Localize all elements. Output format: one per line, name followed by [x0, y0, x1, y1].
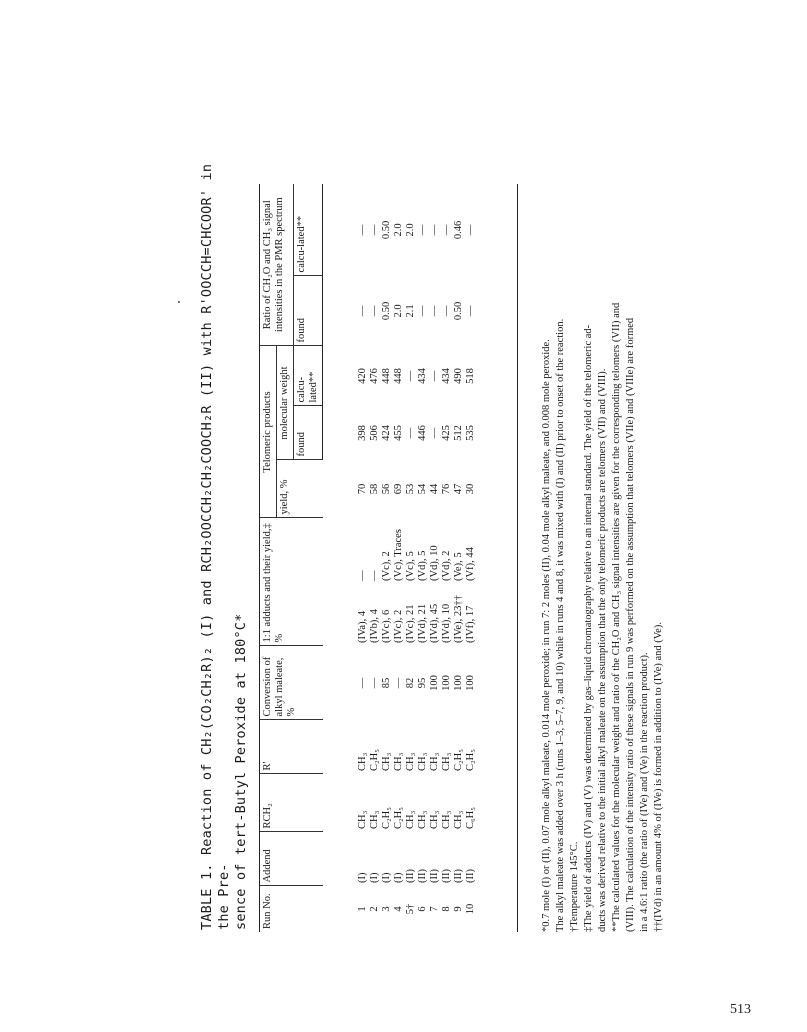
footnote: in a 4.6:1 ratio (the ratio of (IVe) and (Ve) in the reaction product). [639, 652, 650, 932]
cell-rp: CH₃ [381, 752, 392, 771]
cell-rch2: C₆H₅ [465, 774, 518, 832]
footnote: The alkyl maleate was added over 3 h (runs 1–3, 5–7, 9, and 10) while in runs 4 and 8, it was mixed with (I) and (II) prior to onset of the reaction. [555, 318, 566, 932]
cell-conv: 100 [465, 646, 518, 720]
cell-ratio-calc: 0.50 [381, 220, 392, 240]
cell-adducts [323, 518, 370, 646]
cell-rch2: CH₃ [441, 810, 452, 829]
cell-run: 6 [417, 906, 428, 912]
speck [178, 301, 180, 303]
adduct-v: — [356, 570, 368, 581]
cell-addend: (II) [417, 869, 428, 883]
cell-mw-found: 535 [465, 406, 518, 460]
header-ratio-found: found [294, 276, 323, 346]
cell-ratio-calc: 2.0 [405, 223, 416, 237]
caption-line-2: sence of tert-Butyl Peroxide at 180°C* [233, 613, 249, 930]
cell-conv: — [369, 677, 380, 689]
footnote: ††(IVd) in an amount 4% of (IVe) is formed in addition to (IVe) and (Ve). [653, 622, 664, 932]
cell-rp: CH₃ [441, 752, 452, 771]
cell-adducts [429, 518, 441, 646]
cell-rch2: CH₃ [429, 810, 440, 829]
cell-rp: C₂H₅ [453, 749, 464, 771]
cell-rp: CH₃ [405, 752, 416, 771]
cell-ratio-found: 2.1 [405, 304, 416, 318]
cell-rch2: CH₃ [405, 810, 416, 829]
footnotes [540, 172, 666, 932]
cell-yield: 44 [429, 483, 440, 495]
cell-conv: — [356, 677, 368, 689]
cell-ratio-found: — [357, 305, 368, 317]
cell-conv: 100 [429, 675, 440, 691]
table-row [417, 184, 429, 932]
cell-ratio-found: — [417, 305, 428, 317]
cell-mw-calc: 448 [381, 368, 392, 384]
rotated-table-block [199, 157, 664, 932]
footnote: ducts was derived relative to the initial alkyl maleate on the assumption that the only telomeric products are telomers (VII) and (VIII). [597, 368, 608, 932]
cell-rp: C₂H₅ [369, 749, 380, 771]
table-row [465, 184, 518, 932]
adduct-iv: (IVb), 4 [369, 609, 380, 643]
adduct-iv: (IVe), 23†† [453, 595, 464, 643]
cell-yield: 54 [417, 483, 428, 495]
cell-ratio-calc: — [417, 224, 428, 236]
table-row [381, 184, 393, 932]
cell-rp: C₂H₅ [465, 720, 518, 774]
cell-addend: (I) [393, 872, 404, 883]
cell-addend: (II) [405, 869, 416, 883]
cell-yield: 70 [356, 483, 368, 495]
header-ratio-calc: calcu-lated** [294, 184, 323, 276]
cell-mw-calc: 434 [441, 368, 452, 384]
cell-mw-calc: 434 [417, 368, 428, 384]
cell-run: 4 [393, 906, 404, 912]
cell-mw-found: 446 [417, 425, 428, 441]
cell-addend: (II) [465, 832, 518, 886]
cell-run: 7 [429, 906, 440, 912]
cell-mw-calc: — [429, 370, 440, 382]
page-number: 513 [730, 1002, 751, 1017]
cell-mw-found: 424 [381, 425, 392, 441]
table-row [405, 184, 417, 932]
adduct-v: (Vc), Traces [393, 529, 404, 581]
cell-mw-found: 455 [393, 425, 404, 441]
cell-ratio-found: — [369, 305, 380, 317]
cell-adducts [369, 518, 381, 646]
cell-mw-found: — [429, 427, 440, 439]
cell-run: 2 [369, 906, 380, 912]
adduct-iv: (IVc), 6 [381, 609, 392, 643]
cell-yield: 58 [369, 483, 380, 495]
cell-mw-calc: — [405, 370, 416, 382]
cell-run: 5† [405, 903, 416, 915]
adduct-iv: (IVc), 21 [405, 604, 416, 643]
header-adducts: 1:1 adducts and their yield,‡ % [260, 518, 323, 646]
header-telomeric: Telomeric products [260, 346, 277, 518]
adduct-v: (Vc), 5 [405, 551, 416, 581]
cell-ratio-found: — [429, 305, 440, 317]
header-yield: yield, % [277, 460, 323, 518]
cell-run: 9 [453, 906, 464, 912]
cell-ratio-calc: — [369, 224, 380, 236]
adduct-iv: (IVd), 10 [441, 603, 452, 643]
cell-rch2: CH₃ [417, 810, 428, 829]
cell-mw-found: 425 [441, 425, 452, 441]
adduct-v: (Vd), 5 [417, 550, 428, 581]
cell-addend: (II) [429, 869, 440, 883]
cell-rch2: CH₃ [356, 810, 368, 829]
caption-line-1: TABLE 1. Reaction of CH₂(CO₂CH₂R)₂ (I) and RCH₂OOCCH₂CH₂COOCH₂R (II) with R'OOCCH=CHCOOR' in the Pre- [199, 163, 232, 930]
header-conversion: Conversion of alkyl maleate, % [260, 646, 323, 720]
adduct-v: (Vf), 44 [465, 547, 476, 581]
cell-ratio-calc: 0.46 [453, 220, 464, 240]
adduct-iv: (IVd), 45 [429, 603, 440, 643]
cell-rp: CH₃ [429, 752, 440, 771]
cell-yield: 53 [405, 483, 416, 495]
cell-rp: CH₃ [393, 752, 404, 771]
cell-adducts [417, 518, 429, 646]
adduct-v: (Vc), 2 [381, 551, 392, 581]
cell-mw-found: — [405, 427, 416, 439]
cell-addend: (II) [453, 869, 464, 883]
cell-yield: 76 [441, 483, 452, 495]
footnote: ‡The yield of adducts (IV) and (V) was determined by gas–liquid chromatography relative to an internal standard. The yield of the telomeric ad- [583, 324, 594, 932]
footnote: (VIII). The calculation of the intensity ratio of these signals in run 9 was performed on the assumption that telomers (VIIe) and (VIIIe) are formed [625, 317, 636, 932]
cell-mw-calc: 420 [357, 368, 368, 384]
header-r-prime: R' [260, 720, 323, 774]
table-body [323, 184, 518, 932]
cell-yield: 47 [453, 483, 464, 495]
cell-mw-found: 512 [453, 425, 464, 441]
footnote: **The calculated values for the molecular weight and ratio of the CH₂O and CH₃ signal intensities are given for the corresponding telomers (VII) and [611, 302, 622, 932]
adduct-v: (Ve), 5 [453, 552, 464, 581]
cell-ratio-found: 0.50 [453, 301, 464, 321]
cell-mw-calc: 490 [453, 368, 464, 384]
cell-adducts [393, 518, 405, 646]
adduct-iv: (IVf), 17 [465, 605, 476, 643]
cell-adducts [465, 518, 518, 646]
adduct-v: (Vd), 2 [441, 550, 452, 581]
cell-addend: (I) [381, 872, 392, 883]
table-row [429, 184, 441, 932]
cell-run: 1 [356, 906, 368, 912]
table-row [453, 184, 465, 932]
data-table [259, 184, 518, 932]
cell-rch2: CH₃ [453, 810, 464, 829]
cell-conv: 100 [441, 675, 452, 691]
footnote: †Temperature 145°C. [569, 841, 580, 932]
footnote: *0.7 mole (I) or (II), 0.07 mole alkyl maleate, 0.014 mole peroxide; in run 7: 2 moles (II), 0.04 mole alkyl maleate, and 0.008 mole peroxide. [541, 339, 552, 932]
table-row [323, 184, 370, 932]
adduct-v: (Vd), 10 [429, 545, 440, 581]
cell-conv: 85 [381, 677, 392, 689]
header-mw-calc: calcu-lated** [294, 346, 323, 406]
cell-rch2: C₂H₅ [393, 807, 404, 829]
cell-yield: 69 [393, 483, 404, 495]
cell-adducts [453, 518, 465, 646]
cell-rp: CH₃ [417, 752, 428, 771]
header-molecular-weight: molecular weight [277, 346, 294, 460]
header-rch2: RCH₂ [260, 774, 323, 832]
cell-ratio-calc: 2.0 [393, 223, 404, 237]
header-ratio: Ratio of CH₂O and CH₃ signal intensities in the PMR spectrum [260, 184, 294, 346]
cell-ratio-calc: — [465, 184, 518, 276]
cell-adducts [381, 518, 393, 646]
cell-rch2: C₂H₅ [381, 807, 392, 829]
adduct-iv: (IVd), 21 [417, 603, 428, 643]
adduct-iv: (IVa), 4 [356, 610, 368, 643]
cell-run: 8 [441, 906, 452, 912]
header-addend: Addend [260, 832, 323, 886]
cell-ratio-found: 0.50 [381, 301, 392, 321]
cell-yield: 56 [381, 483, 392, 495]
table-caption [199, 157, 250, 930]
cell-mw-found: 506 [369, 425, 380, 441]
adduct-v: — [369, 570, 380, 581]
cell-addend: (I) [356, 872, 368, 883]
cell-ratio-calc: — [429, 224, 440, 236]
cell-ratio-calc: — [357, 224, 368, 236]
cell-ratio-found: — [465, 276, 518, 346]
cell-run: 10 [465, 886, 518, 932]
cell-adducts [441, 518, 453, 646]
cell-yield: 30 [465, 460, 518, 518]
header-mw-found: found [294, 406, 323, 460]
cell-addend: (II) [441, 869, 452, 883]
cell-conv: 100 [453, 675, 464, 691]
table-row [441, 184, 453, 932]
cell-ratio-found: — [441, 305, 452, 317]
cell-conv: 95 [417, 677, 428, 689]
table-row [369, 184, 381, 932]
cell-run: 3 [381, 906, 392, 912]
header-run: Run No. [260, 886, 323, 932]
cell-addend: (I) [369, 872, 380, 883]
cell-mw-calc: 476 [369, 368, 380, 384]
cell-mw-found: 398 [357, 425, 368, 441]
cell-ratio-calc: — [441, 224, 452, 236]
adduct-iv: (IVc), 2 [393, 609, 404, 643]
cell-mw-calc: 518 [465, 346, 518, 406]
cell-conv: 82 [405, 677, 416, 689]
cell-ratio-found: 2.0 [393, 304, 404, 318]
table-row [393, 184, 405, 932]
cell-rp: CH₃ [356, 752, 368, 771]
cell-mw-calc: 448 [393, 368, 404, 384]
cell-rch2: CH₃ [369, 810, 380, 829]
cell-adducts [405, 518, 417, 646]
cell-conv: — [393, 677, 404, 689]
